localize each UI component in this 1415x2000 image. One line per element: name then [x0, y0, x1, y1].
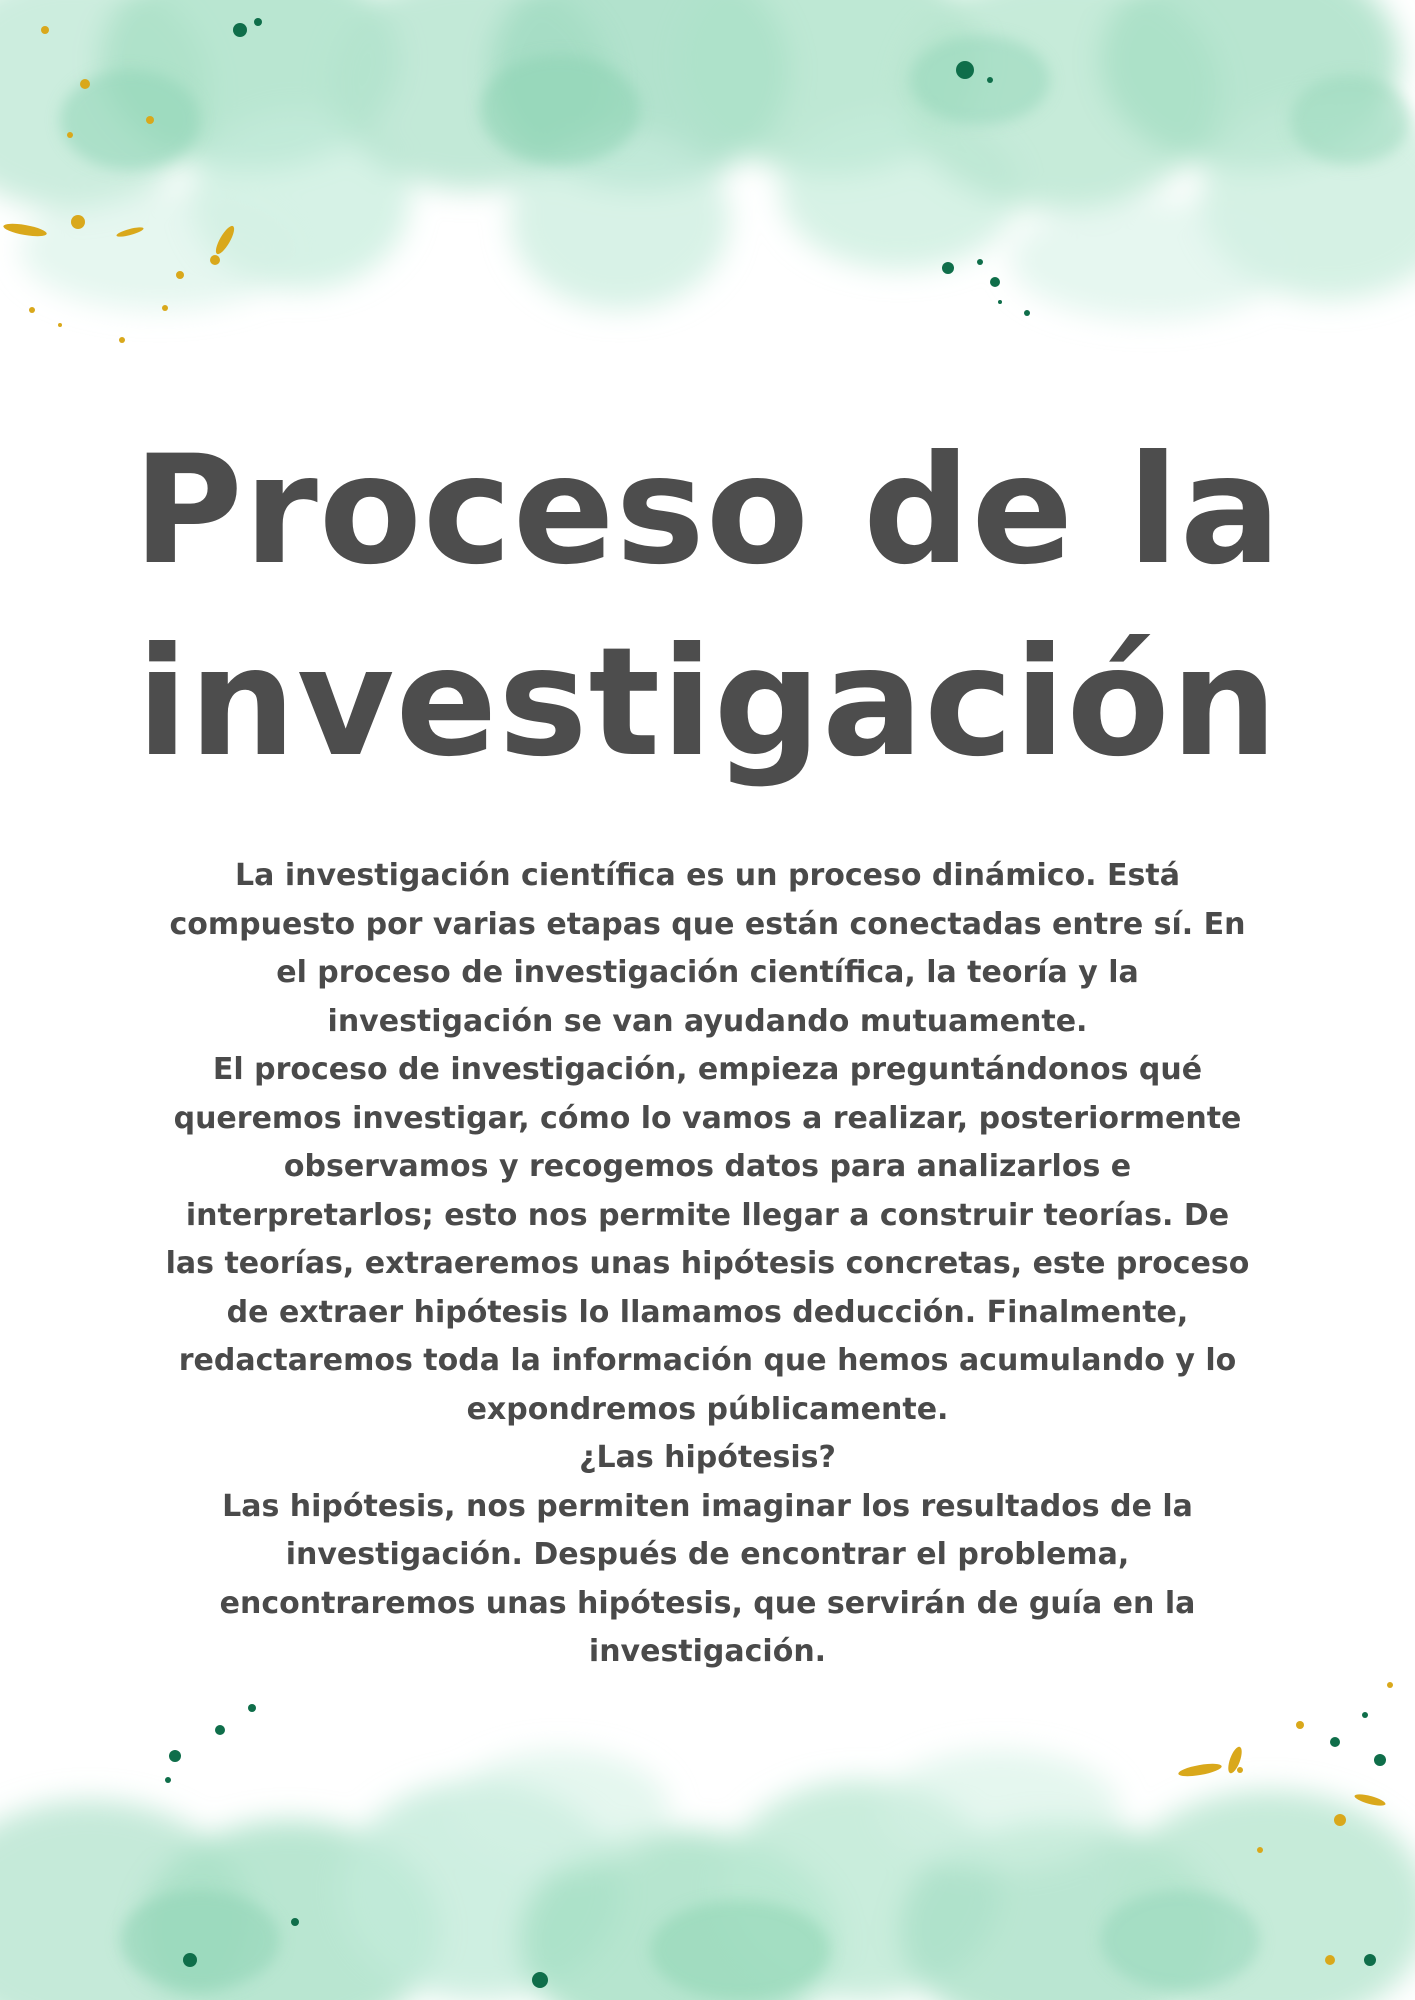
watercolor-bottom-decoration	[0, 1660, 1415, 2000]
title-line-1: Proceso de la	[132, 424, 1283, 598]
body-text	[165, 852, 1250, 1677]
paragraph-process: El proceso de investigación, empieza preguntándonos qué queremos investigar, cómo lo vamos a realizar, posteriormente observamos y recogemos datos para analizarlos e interpretarlos; esto nos permite llegar a construir teorías. De las teorías, extraeremos unas hipótesis concretas, este proceso de extraer hipótesis lo llamamos deducción. Finalmente, redactaremos toda la información que hemos acumulando y lo expondremos públicamente.	[165, 1052, 1250, 1427]
watercolor-top-decoration	[0, 0, 1415, 380]
title-line-2: investigación	[136, 616, 1279, 790]
page-title	[0, 415, 1415, 799]
paragraph-hypotheses: Las hipótesis, nos permiten imaginar los resultados de la investigación. Después de encontrar el problema, encontraremos unas hipótesis, que servirán de guía en la investigación.	[219, 1488, 1196, 1669]
paragraph-question: ¿Las hipótesis?	[579, 1440, 836, 1475]
paragraph-intro: La investigación científica es un proceso dinámico. Está compuesto por varias etapas que están conectadas entre sí. En el proceso de investigación científica, la teoría y la investigación se van ayudando mutuamente.	[169, 858, 1246, 1039]
